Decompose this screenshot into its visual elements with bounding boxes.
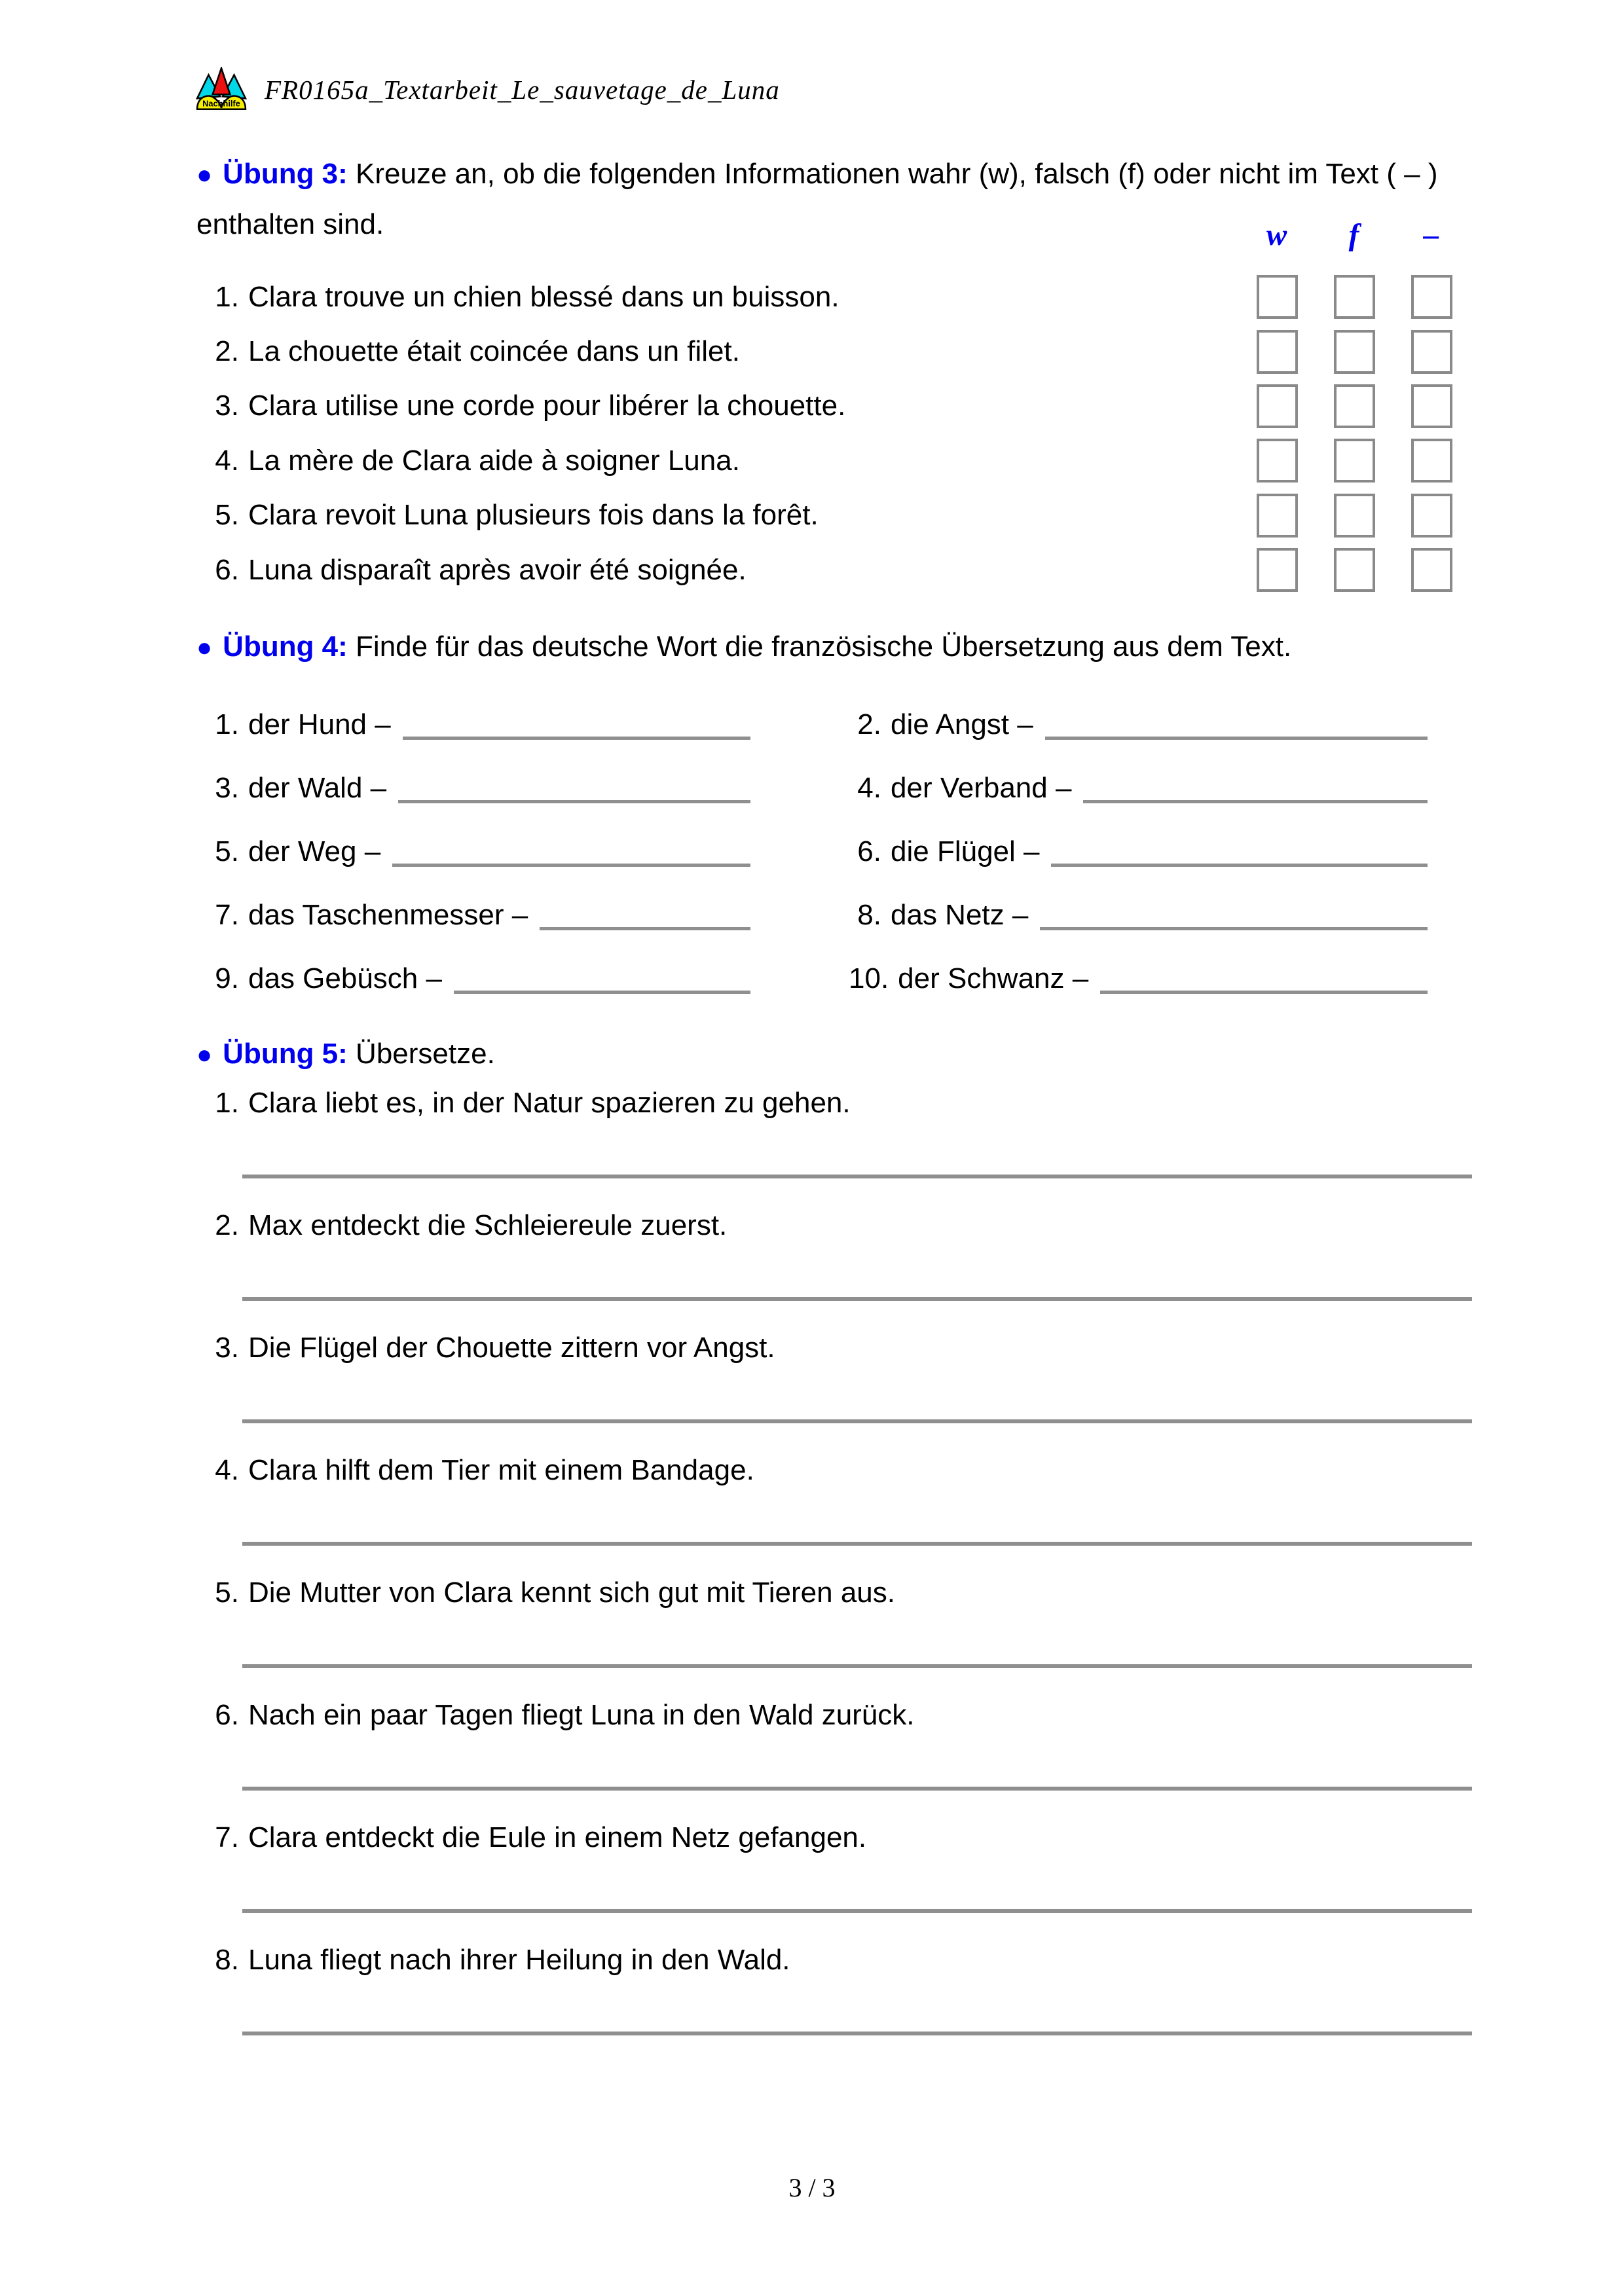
bullet-icon: ●	[196, 633, 213, 662]
vocab-number: 2.	[857, 708, 881, 740]
translation-item	[206, 1699, 1500, 1821]
vocab-item	[206, 702, 849, 741]
answer-line[interactable]	[242, 1787, 1472, 1791]
translation-sentence	[206, 1821, 1500, 1854]
translation-item	[206, 1576, 1500, 1699]
statement-number: 2.	[215, 335, 239, 368]
answer-line[interactable]	[242, 1419, 1472, 1423]
statement-text: La chouette était coincée dans un filet.	[248, 335, 740, 368]
vocab-item	[206, 956, 849, 995]
statement-row	[206, 270, 1452, 324]
vocab-number: 3.	[215, 772, 239, 804]
logo-text: Nachhilfe	[202, 98, 240, 109]
nachhilfe-logo-icon	[195, 67, 248, 113]
statement-row	[206, 433, 1452, 488]
sentence-number: 3.	[215, 1332, 239, 1364]
checkbox-w[interactable]	[1257, 439, 1298, 483]
answer-line[interactable]	[242, 1175, 1472, 1178]
vocab-blank[interactable]	[454, 991, 750, 994]
statement-row	[206, 488, 1452, 543]
sentence-text: Clara liebt es, in der Natur spazieren zu gehen.	[248, 1087, 851, 1119]
vocab-item	[849, 892, 1500, 932]
statement-row	[206, 324, 1452, 378]
vocab-number: 8.	[857, 899, 881, 931]
exercise3-statements	[206, 270, 1452, 597]
checkbox-dash[interactable]	[1411, 548, 1452, 592]
checkbox-f[interactable]	[1334, 275, 1375, 319]
checkbox-w[interactable]	[1257, 330, 1298, 374]
vocab-blank[interactable]	[540, 927, 750, 930]
exercise3-label: Übung 3:	[223, 158, 348, 190]
statement-text: Clara trouve un chien blessé dans un buisson.	[248, 280, 840, 313]
exercise4-vocabulary	[206, 702, 1500, 1019]
sentence-number: 4.	[215, 1454, 239, 1486]
translation-sentence	[206, 1209, 1500, 1242]
sentence-text: Max entdeckt die Schleiereule zuerst.	[248, 1209, 728, 1241]
answer-line[interactable]	[242, 1664, 1472, 1668]
checkbox-dash[interactable]	[1411, 330, 1452, 374]
translation-item	[206, 1454, 1500, 1576]
vocab-term: die Angst –	[891, 708, 1033, 740]
page-number: 3 / 3	[788, 2173, 836, 2202]
vocab-number: 7.	[215, 899, 239, 931]
vocab-item	[849, 765, 1500, 805]
vocab-term: das Gebüsch –	[248, 962, 442, 994]
bullet-icon: ●	[196, 1040, 213, 1069]
translation-sentence	[206, 1699, 1500, 1732]
translation-item	[206, 1209, 1500, 1332]
column-label-w: w	[1266, 218, 1287, 252]
checkbox-dash[interactable]	[1411, 275, 1452, 319]
sentence-number: 1.	[215, 1087, 239, 1119]
vocab-number: 1.	[215, 708, 239, 740]
sentence-number: 7.	[215, 1821, 239, 1853]
vocab-blank[interactable]	[392, 864, 750, 867]
checkbox-w[interactable]	[1257, 548, 1298, 592]
vocab-item	[849, 956, 1500, 995]
exercise4-instruction: Finde für das deutsche Wort die französische Übersetzung aus dem Text.	[356, 630, 1292, 663]
truth-column-headers	[1256, 217, 1452, 253]
vocab-term: das Netz –	[891, 899, 1029, 931]
statement-number: 5.	[215, 499, 239, 532]
sentence-number: 2.	[215, 1209, 239, 1241]
vocab-blank[interactable]	[1083, 800, 1428, 803]
vocab-item	[206, 829, 849, 868]
translation-sentence	[206, 1944, 1500, 1977]
statement-text: Luna disparaît après avoir été soignée.	[248, 553, 747, 586]
translation-sentence	[206, 1576, 1500, 1609]
translation-item	[206, 1944, 1500, 2066]
sentence-text: Die Mutter von Clara kennt sich gut mit Tieren aus.	[248, 1576, 895, 1609]
statement-number: 6.	[215, 553, 239, 586]
translation-item	[206, 1087, 1500, 1209]
exercise4-label: Übung 4:	[223, 630, 348, 663]
exercise5-heading	[196, 1029, 1113, 1080]
vocab-number: 5.	[215, 835, 239, 867]
checkbox-f[interactable]	[1334, 439, 1375, 483]
sentence-text: Clara hilft dem Tier mit einem Bandage.	[248, 1454, 754, 1486]
sentence-number: 6.	[215, 1699, 239, 1731]
checkbox-f[interactable]	[1334, 548, 1375, 592]
vocab-blank[interactable]	[1040, 927, 1428, 930]
vocab-term: der Verband –	[891, 772, 1072, 804]
column-label-dash: –	[1423, 218, 1439, 252]
translation-sentence	[206, 1454, 1500, 1487]
vocab-number: 6.	[857, 835, 881, 867]
exercise3-instruction: Kreuze an, ob die folgenden Informationen wahr (w), falsch (f) oder nicht im Text ( – ) enthalten sind.	[196, 158, 1438, 240]
sentence-text: Luna fliegt nach ihrer Heilung in den Wald.	[248, 1944, 790, 1976]
answer-line[interactable]	[242, 1909, 1472, 1913]
answer-line[interactable]	[242, 1542, 1472, 1546]
statement-row	[206, 379, 1452, 433]
answer-line[interactable]	[242, 2032, 1472, 2035]
vocab-item	[206, 892, 849, 932]
exercise5-label: Übung 5:	[223, 1038, 348, 1070]
checkbox-f[interactable]	[1334, 494, 1375, 538]
answer-line[interactable]	[242, 1297, 1472, 1301]
bullet-icon: ●	[196, 160, 213, 189]
statement-text: Clara utilise une corde pour libérer la chouette.	[248, 390, 846, 422]
vocab-term: die Flügel –	[891, 835, 1040, 867]
exercise5-translations	[206, 1087, 1500, 2066]
statement-row	[206, 543, 1452, 597]
vocab-blank[interactable]	[398, 800, 750, 803]
vocab-term: der Wald –	[248, 772, 387, 804]
vocab-blank[interactable]	[403, 737, 750, 740]
vocab-row	[206, 702, 1500, 765]
vocab-row	[206, 765, 1500, 829]
vocab-term: der Hund –	[248, 708, 391, 740]
statement-text: Clara revoit Luna plusieurs fois dans la forêt.	[248, 499, 819, 532]
checkbox-dash[interactable]	[1411, 439, 1452, 483]
statement-number: 1.	[215, 280, 239, 313]
vocab-item	[206, 765, 849, 805]
statement-text: La mère de Clara aide à soigner Luna.	[248, 444, 740, 477]
translation-sentence	[206, 1332, 1500, 1364]
vocab-term: der Weg –	[248, 835, 381, 867]
statement-number: 3.	[215, 390, 239, 422]
sentence-number: 8.	[215, 1944, 239, 1976]
vocab-number: 10.	[849, 962, 889, 994]
vocab-number: 9.	[215, 962, 239, 994]
translation-item	[206, 1821, 1500, 1944]
vocab-row	[206, 956, 1500, 1019]
vocab-blank[interactable]	[1100, 991, 1428, 994]
vocab-term: das Taschenmesser –	[248, 899, 528, 931]
vocab-item	[849, 829, 1500, 868]
vocab-blank[interactable]	[1051, 864, 1428, 867]
statement-number: 4.	[215, 444, 239, 477]
column-label-f: f	[1348, 218, 1359, 252]
checkbox-dash[interactable]	[1411, 494, 1452, 538]
document-title: FR0165a_Textarbeit_Le_sauvetage_de_Luna	[265, 75, 780, 105]
vocab-term: der Schwanz –	[898, 962, 1089, 994]
vocab-item	[849, 702, 1500, 741]
exercise5-instruction: Übersetze.	[356, 1038, 495, 1070]
vocab-row	[206, 829, 1500, 892]
translation-sentence	[206, 1087, 1500, 1120]
checkbox-f[interactable]	[1334, 384, 1375, 428]
sentence-text: Nach ein paar Tagen fliegt Luna in den Wald zurück.	[248, 1699, 915, 1731]
checkbox-w[interactable]	[1257, 384, 1298, 428]
checkbox-w[interactable]	[1257, 494, 1298, 538]
exercise4-heading	[196, 622, 1559, 672]
checkbox-w[interactable]	[1257, 275, 1298, 319]
sentence-number: 5.	[215, 1576, 239, 1609]
sentence-text: Die Flügel der Chouette zittern vor Angst.	[248, 1332, 775, 1364]
checkbox-dash[interactable]	[1411, 384, 1452, 428]
page-header	[195, 67, 780, 113]
vocab-number: 4.	[857, 772, 881, 804]
translation-item	[206, 1332, 1500, 1454]
sentence-text: Clara entdeckt die Eule in einem Netz gefangen.	[248, 1821, 867, 1853]
checkbox-f[interactable]	[1334, 330, 1375, 374]
vocab-blank[interactable]	[1045, 737, 1428, 740]
vocab-row	[206, 892, 1500, 956]
